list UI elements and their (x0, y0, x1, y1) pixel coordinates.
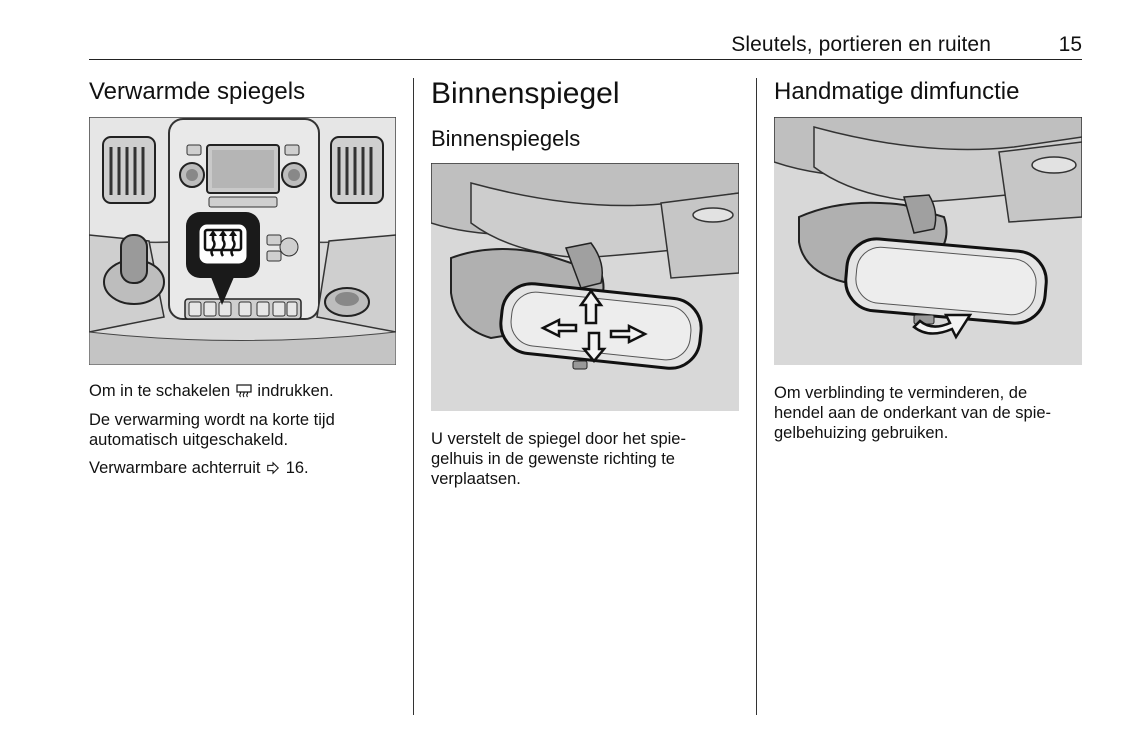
text-line: Om verblinding te verminderen, de (774, 384, 1028, 402)
text-line: hendel aan de onderkant van de spie- (774, 404, 1052, 422)
text-line: automatisch uitgeschakeld. (89, 431, 289, 449)
mirror-heater-icon (236, 384, 252, 398)
paragraph-adjust-mirror (431, 429, 686, 489)
dashboard-illustration (89, 117, 396, 365)
paragraph-switch-on: Om in te schakelen indrukken. (89, 382, 334, 400)
heading-manual-dimming: Handmatige dimfunctie (774, 78, 1020, 105)
column-divider-2 (756, 78, 757, 715)
page-reference-link[interactable]: 16. (285, 459, 309, 477)
mirror-dimming-illustration (774, 117, 1082, 365)
page-number: 15 (1058, 33, 1082, 56)
heading-heated-mirrors: Verwarmde spiegels (89, 78, 306, 105)
subheading-interior-mirrors: Binnenspiegels (431, 126, 581, 151)
reference-arrow-icon[interactable] (266, 461, 280, 475)
header-rule (89, 59, 1082, 60)
text-line: verplaatsen. (431, 470, 521, 488)
mirror-adjust-illustration (431, 163, 739, 411)
paragraph-auto-off (89, 410, 335, 450)
running-header: Sleutels, portieren en ruiten (731, 33, 991, 56)
paragraph-rear-window-reference: Verwarmbare achterruit 16. (89, 459, 309, 477)
paragraph-reduce-glare (774, 383, 1051, 443)
text-line: gelhuis in de gewenste richting te (431, 450, 675, 468)
column-divider-1 (413, 78, 414, 715)
heading-interior-mirror: Binnenspiegel (431, 77, 620, 110)
text-line: U verstelt de spiegel door het spie- (431, 430, 686, 448)
text-line: De verwarming wordt na korte tijd (89, 411, 335, 429)
text-line: gelbehuizing gebruiken. (774, 424, 949, 442)
